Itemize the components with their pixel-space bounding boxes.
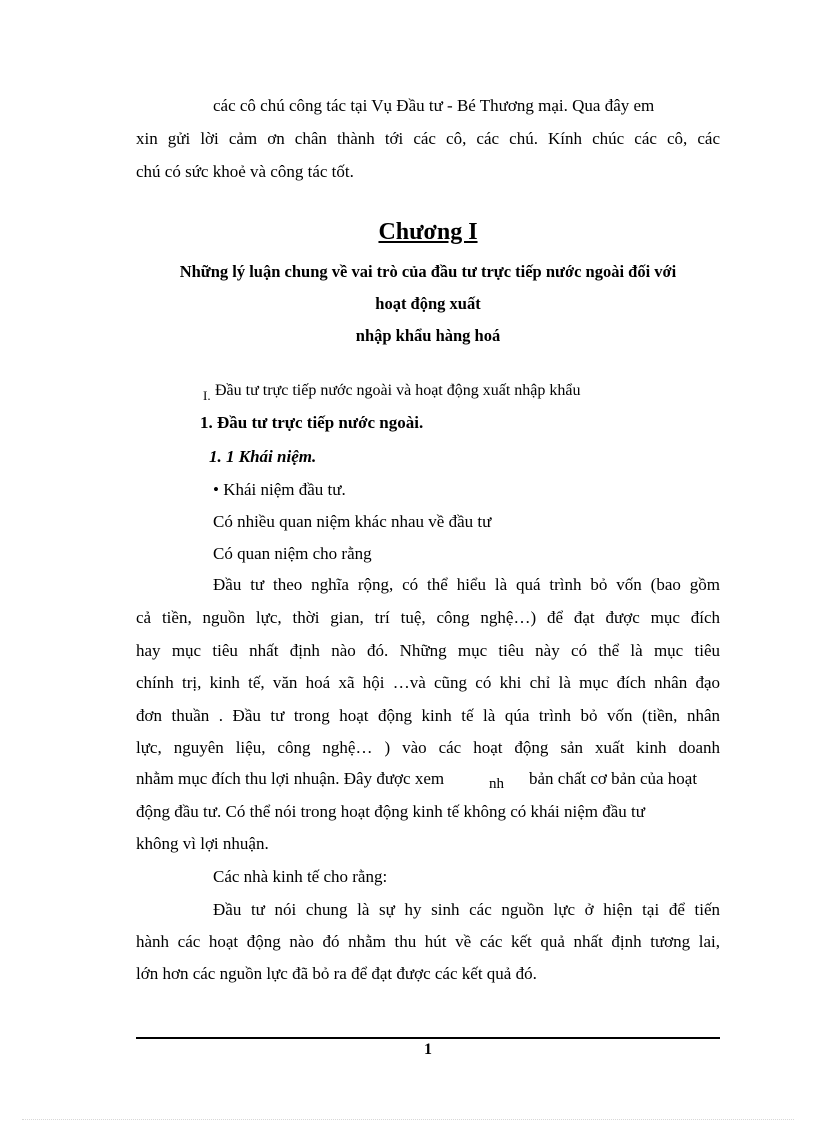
section-title: Đầu tư trực tiếp nước ngoài và hoạt động xuất nhập khẩu bbox=[215, 382, 581, 399]
paragraph-2: Có quan niệm cho rằng bbox=[213, 544, 372, 563]
page-number: 1 bbox=[424, 1041, 432, 1058]
paragraph-3-line-3: hay mục tiêu nhất định nào đó. Những mục tiêu này có thể là mục tiêu bbox=[136, 641, 720, 660]
paragraph-3-line-2: cả tiền, nguồn lực, thời gian, trí tuệ, công nghệ…) để đạt được mục đích bbox=[136, 608, 720, 627]
intro-line-3: chú có sức khoẻ và công tác tốt. bbox=[136, 162, 354, 181]
paragraph-3-line-4: chính trị, kinh tế, văn hoá xã hội …và cũng có khi chỉ là mục đích nhân đạo bbox=[136, 673, 720, 692]
paragraph-3-line-6: lực, nguyên liệu, công nghệ… ) vào các hoạt động sản xuất kinh doanh bbox=[136, 738, 720, 757]
bullet-icon: • bbox=[213, 480, 219, 499]
intro-line-1: các cô chú công tác tại Vụ Đầu tư - Bé Thương mại. Qua đây em bbox=[213, 96, 655, 115]
chapter-subtitle-line-1: Những lý luận chung về vai trò của đầu tư trực tiếp nước ngoài đối với bbox=[179, 262, 677, 281]
paragraph-3-line-5: đơn thuần . Đầu tư trong hoạt động kinh tế là qúa trình bỏ vốn (tiền, nhân bbox=[136, 706, 720, 725]
paragraph-1: Có nhiều quan niệm khác nhau về đầu tư bbox=[213, 512, 492, 531]
chapter-subtitle-line-2: hoạt động xuất bbox=[375, 294, 481, 313]
chapter-subtitle-line-3: nhập khẩu hàng hoá bbox=[355, 326, 501, 345]
paragraph-3-line-1: Đầu tư theo nghĩa rộng, có thể hiểu là quá trình bỏ vốn (bao gồm bbox=[213, 575, 720, 594]
paragraph-3-line-7b: nh bbox=[489, 776, 504, 792]
sub-subsection-title: 1. 1 Khái niệm. bbox=[209, 447, 317, 466]
paragraph-5-line-2: hành các hoạt động nào đó nhằm thu hút về các kết quả nhất định tương lai, bbox=[136, 932, 720, 951]
bullet-item bbox=[213, 480, 346, 500]
bullet-text: Khái niệm đầu tư. bbox=[223, 480, 346, 499]
chapter-title: Chương I bbox=[378, 219, 478, 245]
intro-line-2: xin gửi lời cảm ơn chân thành tới các cô, các chú. Kính chúc các cô, các bbox=[136, 129, 720, 148]
paragraph-3-line-9: không vì lợi nhuận. bbox=[136, 834, 269, 853]
paragraph-3-line-8: động đầu tư. Có thể nói trong hoạt động kinh tế không có khái niệm đầu tư bbox=[136, 802, 645, 821]
paragraph-3-line-7c: bản chất cơ bản của hoạt bbox=[529, 769, 698, 788]
page-edge-divider bbox=[22, 1119, 794, 1120]
paragraph-3-line-7a: nhằm mục đích thu lợi nhuận. Đây được xem bbox=[136, 769, 445, 788]
paragraph-5-line-3: lớn hơn các nguồn lực đã bỏ ra để đạt được các kết quả đó. bbox=[136, 964, 537, 983]
section-number: I. bbox=[203, 388, 211, 403]
paragraph-5-line-1: Đầu tư nói chung là sự hy sinh các nguồn lực ở hiện tại để tiến bbox=[213, 900, 720, 919]
footer-rule bbox=[136, 1037, 720, 1039]
paragraph-4: Các nhà kinh tế cho rằng: bbox=[213, 867, 388, 886]
subsection-title: 1. Đầu tư trực tiếp nước ngoài. bbox=[200, 413, 424, 432]
